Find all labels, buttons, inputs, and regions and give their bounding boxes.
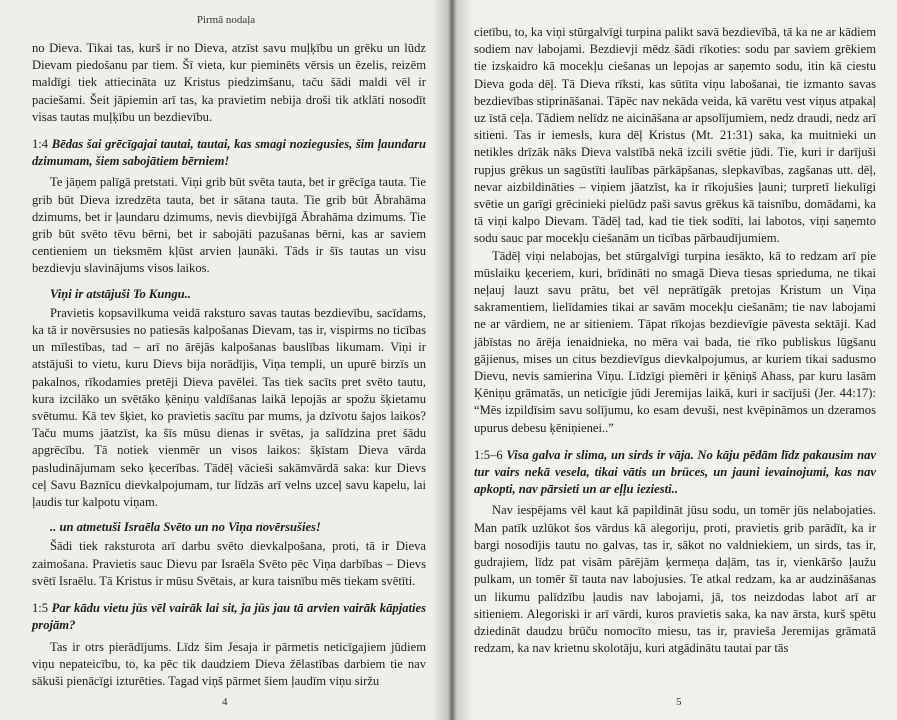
verse-text: Visa galva ir slima, un sirds ir vāja. No kāju pēdām līdz pakausim nav tur vairs nekā vesela, tikai vātis un brūces, un jauni ievainojumi, kas nav apkopti, nav pārsieti un ar eļļu ieziesti.. <box>474 447 876 497</box>
right-page <box>452 0 897 720</box>
paragraph: Te jāņem palīgā pretstati. Viņi grib būt svēta tauta, bet ir grēcīga tauta. Tie grib būt Dieva izredzēta tauta, bet ir sātana tauta. Tie grib būt Ābrahāma dzimums, bet ir ļaundaru dzimums, nevis dievbijīgā Ābrahāma dzimums. Tie grib būt svēto tēvu bērni, bet ir sabojāti pazušanas bērni, kas ar saviem centieniem un tieksmēm kļūst arvien ļaunāki. Tāds ir šīs tautas un visu bezdievju slavinājums visos laikos. <box>32 175 426 276</box>
paragraph: Šādi tiek raksturota arī darbu svēto dievkalpošana, proti, tā ir Dieva zaimošana. Pravietis sauc Dievu par Israēla Svēto pēc Viņa darbības – Dievs svētī Israēlu. Tā Kristus ir mūsu Svētais, ar kura taisnību mēs tiekam svētīti. <box>32 539 426 588</box>
subheading: .. un atmetuši Israēla Svēto un no Viņa novērsušies! <box>50 520 321 535</box>
page-number: 5 <box>676 696 682 708</box>
verse-text: Bēdas šai grēcīgajai tautai, tautai, kas smagi noziegusies, šim ļaundaru dzimumam, šiem sabojātiem bērniem! <box>32 137 426 169</box>
paragraph: no Dieva. Tikai tas, kurš ir no Dieva, atzīst savu muļķību un grēku un lūdz Dievam piedošanu par tiem. Šī vieta, kur pieminēts vērsis un ēzelis, reizēm maldīgi tiek attiecināta uz Kristus piedzimšanu, taču šādi maldi vēl ir paciešami. Šeit jāpiemin arī tas, ka pravietim nebija droši tik atklāti nosodīt visas tautas muļķību un bezdievību. <box>32 41 426 124</box>
paragraph: cietību, to, ka viņi stūrgalvīgi turpina palikt savā bezdievībā, tā ka ne ar kādiem sodiem nav labojami. Bezdievji mēdz šādi rīkoties: sodu par saviem grēkiem tie izskaidro kā mocekļu ciešanas un lepojas ar saņemto sodu, itin kā ciestu Dieva goda dēļ. Tā Dieva rīksti, kas sūtīta viņu labošanai, tie izmanto savas bezdievības stiprināšanai. Tāpēc nav nekāda veida, kā varētu vest viņus atpakaļ uz īstā ceļa. Tādiem nelīdz ne aicināšana ar apsolījumiem, nedz draudi, nedz arī sitieni. Tas ir iemesls, kura dēļ Kristus (Mt. 21:31) saka, ka muitnieki un netikles drīzāk nāks Dieva valstībā nekā izcili svētie jūdi. Tie, kuri ir darījuši rupjus grēkus un sagūstīti laulības pārkāpšanas, slepkavības, zagšanas utt. dēļ, nevar aizbildināties – viņiem jāatzīst, ka ir rīkojušies ļauni; turpretī liekulīgi svētie un garīgi grēcinieki pielūdz paši savus grēkus kā taisnību, domādami, ka tā viņi kalpo Dievam. Tādēļ tad, kad tie tiek sodīti, lai labotos, viņi saņemto sodu sauc par mocekļu ciešanām un ticības pārbaudījumiem. <box>474 25 876 246</box>
verse-ref: 1:5–6 <box>474 447 503 462</box>
verse-ref: 1:4 <box>32 137 49 152</box>
verse-text: Par kādu vietu jūs vēl vairāk lai sit, ja jūs jau tā arvien vairāk kāpjaties projām? <box>32 601 426 633</box>
paragraph: Nav iespējams vēl kaut kā papildināt jūsu sodu, un tomēr jūs nelabojaties. Man patīk uzlūkot šos vārdus kā alegoriju, proti, pravietis grib parādīt, ka ir bargi nosodījis tautu no galvas, tas ir, sākot no valdniekiem, un sirds, tas ir, gudrajiem, līdz pat visām pārējām ķermeņa daļām, tas ir, vienkāršo ļaužu pulkam, un tomēr šī tauta nav labojusies. Te atkal redzam, ka ar audzināšanas un likumu palīdzību ļaudis nav labojami, jā, tos neizdodas labot arī ar sitieniem. Alegoriski ir arī vārdi, kuros pravietis saka, ka nav ārsta, kurš spētu dziedināt daudzu brūču nomocīto miesu, tas ir, pravieša Jeremijas grāmatā redzam, ka nav krietnu skolotāju, kuri atgādinātu tautai par tās <box>474 503 876 656</box>
subheading: Viņi ir atstājuši To Kungu.. <box>50 286 191 301</box>
page-number: 4 <box>222 696 228 708</box>
right-text-column <box>474 24 876 657</box>
running-head: Pirmā nodaļa <box>196 14 256 26</box>
paragraph: Pravietis kopsavilkuma veidā raksturo savas tautas bezdievību, sacīdams, ka tā ir novērsusies no patiesās kalpošanas Dievam, tas ir, vispirms no ticības un mīlestības, tad – arī no ārējās kalpošanas bauslības likumam. Viņi ir atstājuši to vietu, kuru Dievs bija norādījis, Viņa templi, un upurē birzīs un pakalnos, rīkodamies pretēji Dieva pavēlei. Tas tiek sacīts pret svēto tautu, kura izcilāko un svētāko ķēniņu valdīšanas laikā lepojās ar spožu šķietamu svētumu. Kā tev šķiet, ko pravietis sacītu par mums, ja dzīvotu šajos laikos? Taču mums jāatzīst, ka šīs mūsu dienas ir svētas, ja salīdzina pret šādu apgrēcību. Tā notiek vienmēr un visos laikos: šķīstam Dieva vārda pasludinājumam seko ķecerības. Tādēļ vācieši sakāmvārdā saka: kur Dievs ceļ Savu Baznīcu dievkalpojumam, tur līdzās arī velns uzceļ savu kapelu, lai ļaudis tur kalpotu viņam. <box>32 305 426 510</box>
paragraph: Tādēļ viņi nelabojas, bet stūrgalvīgi turpina iesākto, kā to redzam arī pie mūslaiku ķeceriem, kuri, brīdināti no smagā Dieva tiesas sprieduma, ne tikai neļauj lauzt savu prātu, bet vēl neprātīgāk pretojas Kristum un Viņa sakramentiem, lielīdamies tikai ar savām mocekļu ciešanām; tie nav labojami ne ar vārdiem, ne ar sitieniem. Tāpat rīkojas bezdievīgie pāvesta sektāji. Kad jābīstas no ārēja ienaidnieka, no mēra vai bada, tie rīko publiskus lūgšanu gājienus, mises un citus bezdievīgus dievkalpojumus, ar kuriem tikai sadusmo Dievu, nevis samierina Viņu. Līdzīgi piemēri ir ķēniņš Ahass, par kuru lasām Ķēniņu grāmatās, un neticīgie jūdi Jeremijas laikā, kuri ir sacījuši (Jer. 44:17): “Mēs izpildīsim savu solījumu, ko esam devuši, nest kvēpināmos un dzeramos upurus debesu ķēniņienei..” <box>474 248 876 435</box>
verse-heading <box>474 447 876 499</box>
verse-heading <box>32 600 426 634</box>
left-text-column <box>32 40 426 690</box>
paragraph: Tas ir otrs pierādījums. Līdz šim Jesaja ir pārmetis neticīgajiem jūdiem viņu nepateicību, to, ka pēc tik daudziem Dieva žēlastības darbiem tie nav sākuši pienācīgi izturēties. Tagad viņš pārmet šiem ļaudīm viņu siržu <box>32 639 426 688</box>
verse-heading <box>32 136 426 170</box>
verse-ref: 1:5 <box>32 601 49 616</box>
